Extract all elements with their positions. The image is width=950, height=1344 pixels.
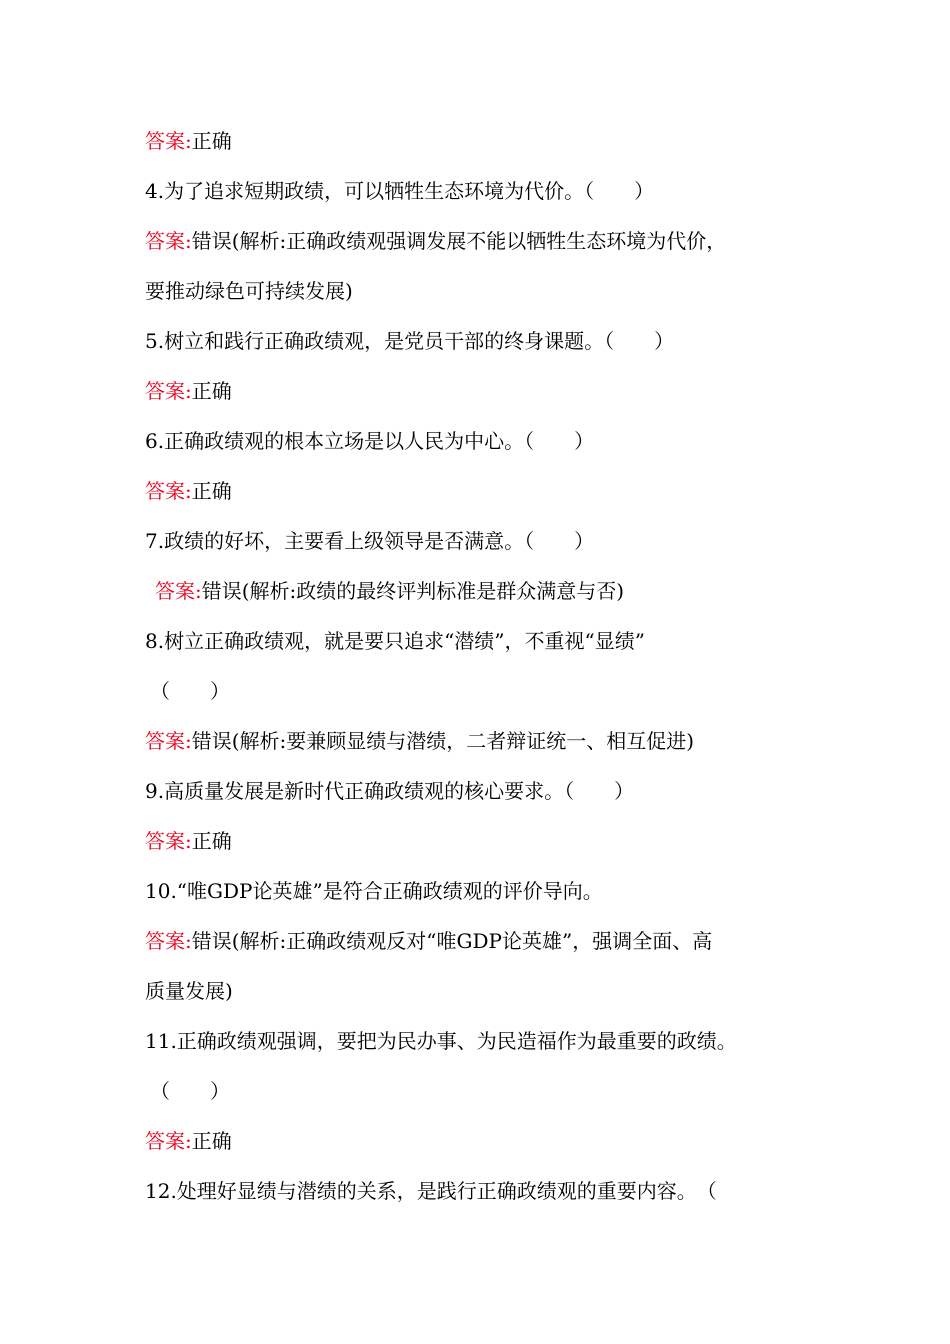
question-text: 7.政绩的好坏，主要看上级领导是否满意。（ ） xyxy=(145,529,595,553)
answer-line xyxy=(145,1127,825,1155)
question-text: 4.为了追求短期政绩，可以牺牲生态环境为代价。（ ） xyxy=(145,179,655,203)
question-line xyxy=(145,527,825,555)
answer-text: 错误(解析:政绩的最终评判标准是群众满意与否) xyxy=(201,579,625,603)
question-line xyxy=(145,1177,825,1205)
question-line xyxy=(145,177,825,205)
answer-line xyxy=(145,927,825,955)
answer-line xyxy=(155,577,835,605)
answer-text: 正确 xyxy=(191,129,232,153)
answer-line xyxy=(145,377,825,405)
continuation-text: 要推动绿色可持续发展) xyxy=(145,279,353,303)
question-text: 11.正确政绩观强调，要把为民办事、为民造福作为最重要的政绩。 xyxy=(145,1029,737,1053)
answer-text: 正确 xyxy=(191,829,232,853)
answer-text: 正确 xyxy=(191,479,232,503)
answer-label: 答案: xyxy=(145,1129,192,1153)
question-line xyxy=(145,1027,825,1055)
answer-label: 答案: xyxy=(145,829,192,853)
question-text: 9.高质量发展是新时代正确政绩观的核心要求。（ ） xyxy=(145,779,635,803)
answer-text: 错误(解析:正确政绩观强调发展不能以牺牲生态环境为代价， xyxy=(191,229,727,253)
answer-label: 答案: xyxy=(145,229,192,253)
answer-line xyxy=(145,477,825,505)
question-line xyxy=(145,327,825,355)
question-line xyxy=(145,777,825,805)
answer-line xyxy=(145,827,825,855)
continuation-line xyxy=(150,677,830,705)
question-text: 6.正确政绩观的根本立场是以人民为中心。（ ） xyxy=(145,429,595,453)
answer-label: 答案: xyxy=(145,129,192,153)
answer-line xyxy=(145,227,825,255)
answer-label: 答案: xyxy=(155,579,202,603)
question-text: 12.处理好显绩与潜绩的关系，是践行正确政绩观的重要内容。 （ xyxy=(145,1179,717,1203)
answer-line xyxy=(145,127,825,155)
answer-line xyxy=(145,727,825,755)
continuation-text: （ ） xyxy=(150,679,230,703)
continuation-line xyxy=(150,1077,830,1105)
question-line xyxy=(145,627,825,655)
answer-label: 答案: xyxy=(145,479,192,503)
continuation-line xyxy=(145,977,825,1005)
question-text: 5.树立和践行正确政绩观，是党员干部的终身课题。（ ） xyxy=(145,329,675,353)
question-text: 10.“唯GDP论英雄”是符合正确政绩观的评价导向。 xyxy=(145,879,603,903)
answer-text: 错误(解析:正确政绩观反对“唯GDP论英雄”，强调全面、高 xyxy=(191,929,713,953)
answer-text: 正确 xyxy=(191,1129,232,1153)
continuation-line xyxy=(145,277,825,305)
question-line xyxy=(145,877,825,905)
question-line xyxy=(145,427,825,455)
answer-text: 错误(解析:要兼顾显绩与潜绩，二者辩证统一、相互促进) xyxy=(191,729,695,753)
continuation-text: （ ） xyxy=(150,1079,230,1103)
answer-text: 正确 xyxy=(191,379,232,403)
continuation-text: 质量发展) xyxy=(145,979,233,1003)
answer-label: 答案: xyxy=(145,379,192,403)
answer-label: 答案: xyxy=(145,929,192,953)
question-text: 8.树立正确政绩观，就是要只追求“潜绩”，不重视“显绩” xyxy=(145,629,645,653)
answer-label: 答案: xyxy=(145,729,192,753)
